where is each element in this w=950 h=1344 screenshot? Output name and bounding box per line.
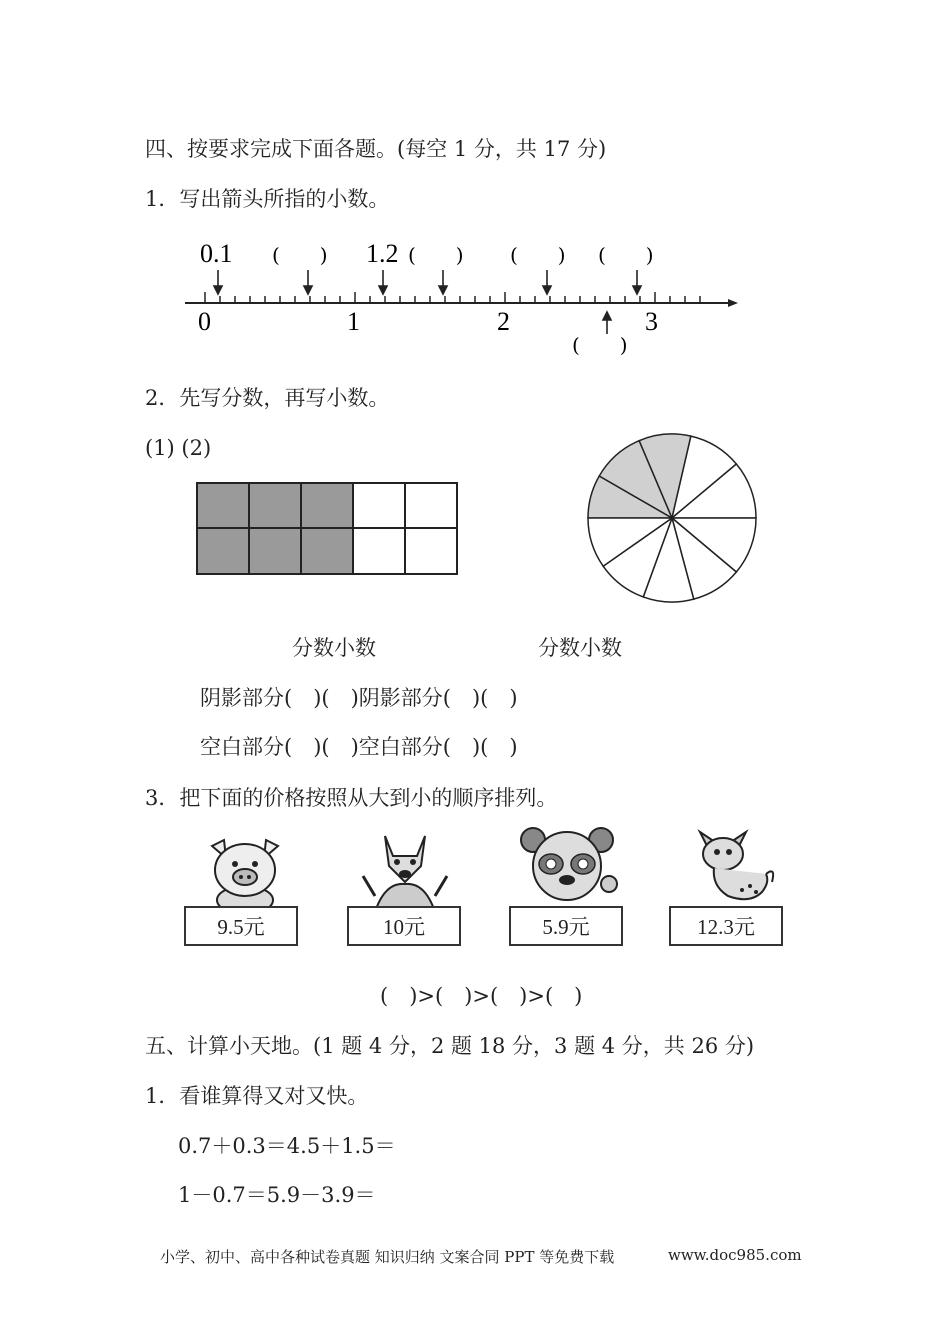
q2-title: 2．先写分数，再写小数。 — [145, 386, 390, 410]
price-tag-pig: 9.5元 — [184, 906, 298, 946]
row-shaded: 阴影部分( )( )阴影部分( )( ) — [200, 686, 518, 710]
shaded-pie — [586, 432, 758, 604]
blank-top-2[interactable]: ( ) — [408, 243, 464, 267]
q3-title: 3．把下面的价格按照从大到小的顺序排列。 — [145, 786, 558, 810]
deer-illustration — [690, 826, 780, 912]
label-0-1: 0.1 — [200, 239, 233, 268]
up-arrow — [603, 312, 611, 334]
axis-1: 1 — [347, 307, 360, 336]
axis-3: 3 — [645, 307, 658, 336]
price-tag-wolf: 10元 — [347, 906, 461, 946]
wolf-illustration — [355, 826, 455, 912]
blank-top-3[interactable]: ( ) — [510, 243, 566, 267]
q2-parts: (1) (2) — [145, 436, 212, 460]
price-tag-deer: 12.3元 — [669, 906, 783, 946]
footer-left: 小学、初中、高中各种试卷真题 知识归纳 文案合同 PPT 等免费下载 — [160, 1248, 615, 1266]
calc-line-1: 0.7＋0.3＝4.5＋1.5＝ — [178, 1134, 396, 1158]
price-tag-panda: 5.9元 — [509, 906, 623, 946]
col-labels-left: 分数小数 — [292, 636, 376, 660]
section-5-heading: 五、计算小天地。(1 题 4 分，2 题 18 分，3 题 4 分，共 26 分) — [145, 1034, 755, 1058]
blank-bottom[interactable]: ( ) — [572, 333, 628, 357]
q1-title: 1．写出箭头所指的小数。 — [145, 187, 390, 211]
section-4-heading: 四、按要求完成下面各题。(每空 1 分，共 17 分) — [145, 137, 607, 161]
axis-0: 0 — [198, 307, 211, 336]
axis-2: 2 — [497, 307, 510, 336]
blank-top-4[interactable]: ( ) — [598, 243, 654, 267]
label-1-2: 1.2 — [366, 239, 399, 268]
col-labels-right: 分数小数 — [538, 636, 622, 660]
shaded-grid — [196, 482, 460, 576]
order-line[interactable]: ( )>( )>( )>( ) — [380, 984, 583, 1008]
row-blank: 空白部分( )( )空白部分( )( ) — [200, 735, 518, 759]
number-line — [180, 232, 750, 362]
blank-top-1[interactable]: ( ) — [272, 243, 328, 267]
footer-url[interactable]: www.doc985.com — [668, 1246, 802, 1264]
calc-line-2: 1－0.7＝5.9－3.9＝ — [178, 1183, 376, 1207]
pig-illustration — [200, 832, 290, 912]
down-arrows — [214, 270, 641, 294]
axis-ticks — [205, 292, 700, 303]
s5-q1-title: 1．看谁算得又对又快。 — [145, 1084, 369, 1108]
panda-illustration — [515, 826, 625, 912]
